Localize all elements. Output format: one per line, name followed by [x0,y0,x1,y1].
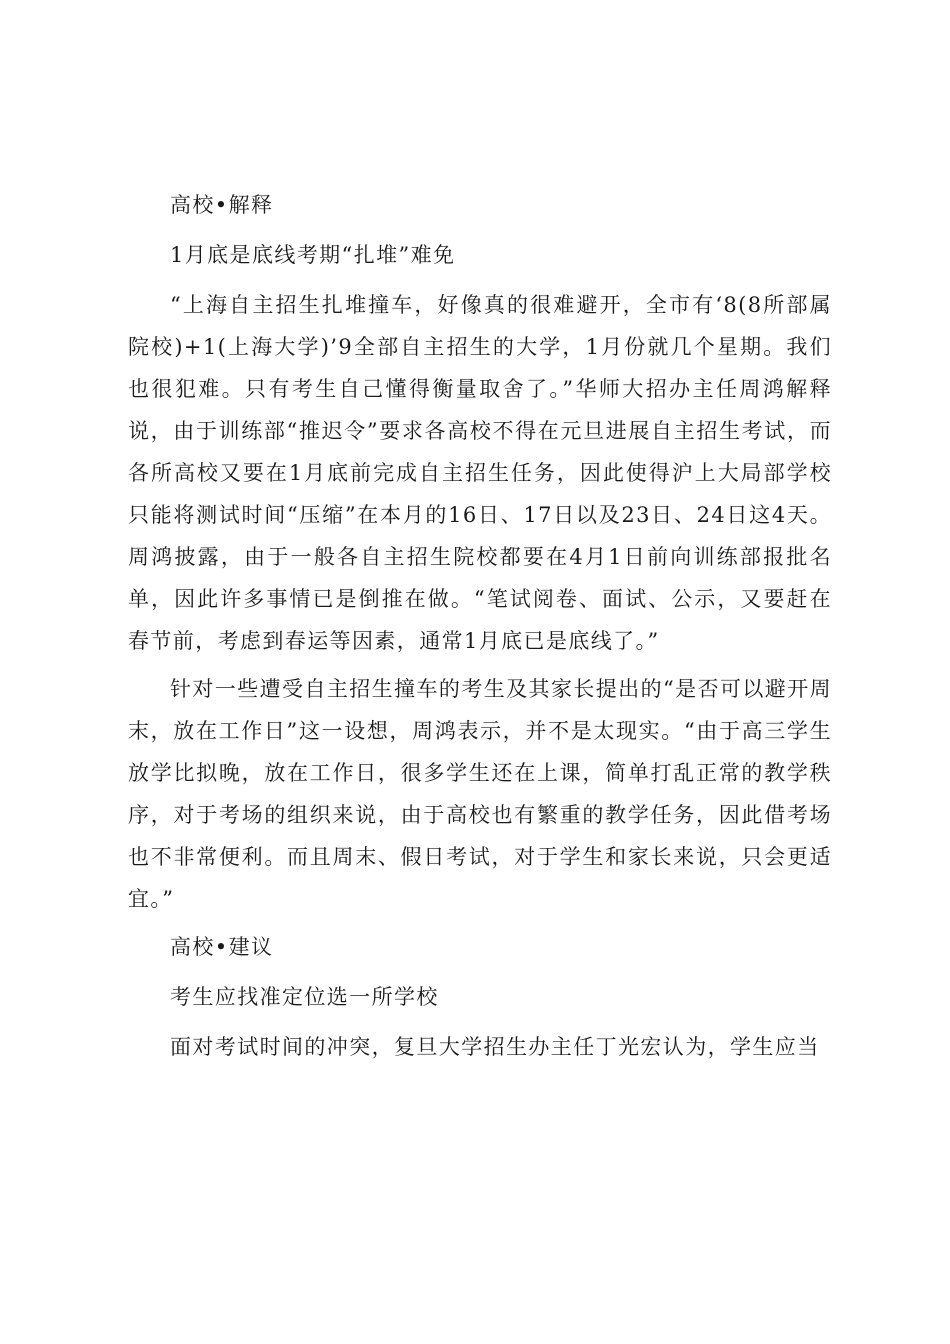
body-paragraph: “上海自主招生扎堆撞车，好像真的很难避开，全市有‘8(8所部属院校)+1(上海大学)’9全部自主招生的大学，1月份就几个星期。我们也很犯难。只有考生自己懂得衡量取舍了。”华师大招办主任周鸿解释说，由于训练部“推迟令”要求各高校不得在元旦进展自主招生考试，而各所高校又要在1月底前完成自主招生任务，因此使得沪上大局部学校只能将测试时间“压缩”在本月的16日、17日以及23日、24日这4天。周鸿披露，由于一般各自主招生院校都要在4月1日前向训练部报批名单，因此许多事情已是倒推在做。“笔试阅卷、面试、公示，又要赶在春节前，考虑到春运等因素，通常1月底已是底线了。” [128,293,832,653]
subheading-choose-school: 考生应找准定位选一所学校 [170,985,439,1009]
section-heading-explanation: 高校•解释 [170,193,274,217]
body-paragraph: 针对一些遭受自主招生撞车的考生及其家长提出的“是否可以避开周末，放在工作日”这一设想，周鸿表示，并不是太现实。“由于高三学生放学比拟晚，放在工作日，很多学生还在上课，简单打乱正常的教学秩序，对于考场的组织来说，由于高校也有繁重的教学任务，因此借考场也不非常便利。而且周末、假日考试，对于学生和家长来说，只会更适宜。” [128,677,832,911]
subheading-january-deadline: 1月底是底线考期“扎堆”难免 [170,243,456,267]
section-heading-suggestion: 高校•建议 [170,935,274,959]
document-body [128,184,832,1074]
body-paragraph: 面对考试时间的冲突，复旦大学招生办主任丁光宏认为，学生应当 [170,1035,820,1059]
